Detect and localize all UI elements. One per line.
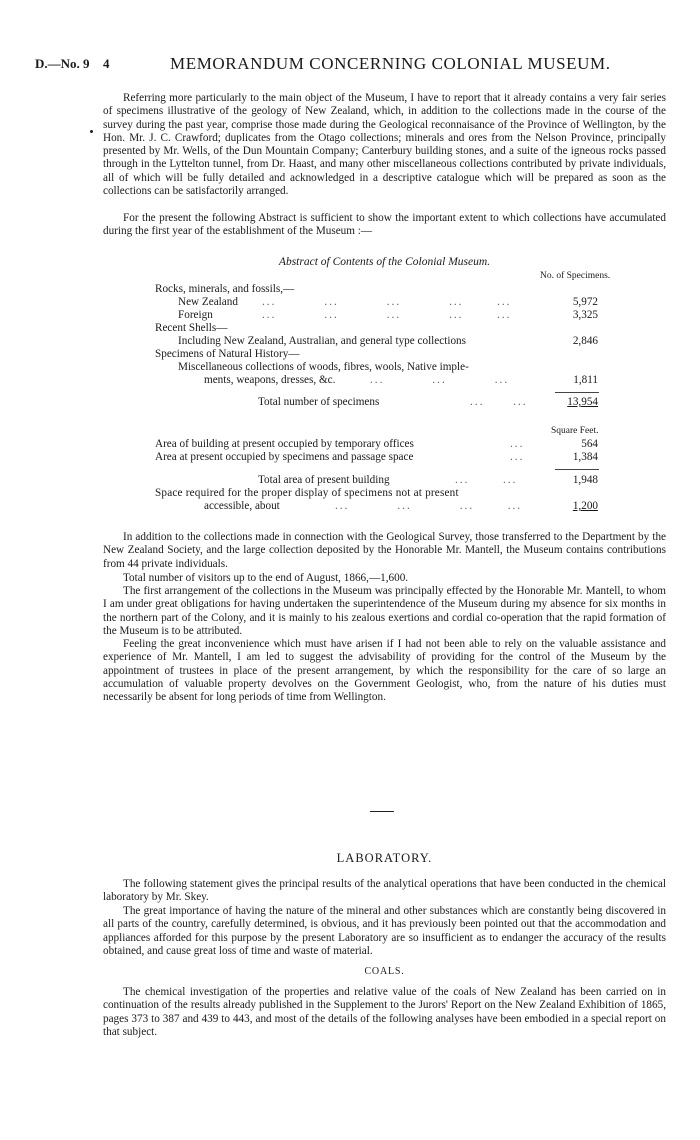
document-reference: D.—No. 9: [35, 56, 90, 71]
area-rule: [555, 469, 599, 470]
body-paragraph-arrangement: The first arrangement of the collections in the Museum was principally effected by the Honorable Mr. Mantell, to whom I am under great obligations for having undertaken the superintendence of the Museum during my absence for six months in the northern part of the Colony, and it is mainly to his zealous exertions and cordial co-operation that the rapid formation of the Museum is to be attributed.: [103, 585, 666, 637]
document-page: D.—No. 9 4 MEMORANDUM CONCERNING COLONIAL MUSEUM. Referring more particularly to the main object of the Museum, I have to report that it already contains a very fair series of specimens illustrative of the geology of New Zealand, which, in addition to the collections made in the course of the survey during the past year, comprise those made during the Geological reconnaisance of the Province of Wellington, by the Hon. Mr. J. C. Crawford; duplicates from the Otago collections; minerals and ores from the Nelson Province, principally presented by Mr. Wells, of the Dun Mountain Company; Canterbury building stones, and a suite of the igneous rocks passed through in the Lyttelton tunnel, from Dr. Haast, and many other miscellaneous collections contributed by private individuals, all of which will be fully detailed and acknowledged in a descriptive catalogue which will be prepared as soon as the collections can be satisfactorily arranged. For the present the following Abstract is sufficient to show the important extent to which collections have accumulated during the first year of the establishment of the Museum :— Abstract of Contents of the Colonial Museum. No. of Specimens. Rocks, minerals, and fossils,— New Zealand ... ... ... ... ... 5,972 Foreign ... ... ... ... ... 3,325 Recent Shells— Including New Zealand, Australian, and general type collections 2,846 Specimens of Natural History— Miscellaneous collections of woods, fibres, wools, Native imple- ments, weapons, dresses, &c. ... ... ... 1,811 Total number of specimens ... ... 13,954 Square Feet. Area of building at present occupied by temporary offices ... 564 Area at present occupied by specimens and passage space ... 1,384 Total area of present building ... ... 1,948 Space required for the proper display of specimens not at present accessible, about ... ... ... ... 1,200 In addition to the collections made in connection with the Geological Survey, those transferred to the Department by the New Zealand Society, and the large collection deposited by the Honorable Mr. Mantell, the Museum contains contributions from 44 private individuals. Total number of visitors up to the end of August, 1866,—1,600. The first arrangement of the collections in the Museum was principally effected by the Honorable Mr. Mantell, to whom I am under great obligations for having undertaken the superintendence of the Museum during my absence for six months in the northern part of the Colony, and it is mainly to his zealous exertions and cordial co-operation that the rapid formation of the Museum is to be attributed. Feeling the great inconvenience which must have arisen if I had not been able to rely on the valuable assistance and experience of Mr. Mantell, I am led to suggest the advisability of providing for the control of the Museum by the appointment of trustees in place of the present arrangement, by which the responsibility for the care of so large an accumulation of valuable property devolves on the Government Geologist, who, from the nature of his duties must necessarily be absent for long periods of time from Wellington. LABORATORY. The following statement gives the principal results of the analytical operations that have been conducted in the chemical laboratory by Mr. Skey. The great importance of having the nature of the mineral and other substances which are constantly being discovered in all parts of the country, carefully determined, is obvious, and it has previously been pointed out that the accommodation and appliances afforded for this purpose by the present Laboratory are so insufficient as to endanger the accuracy of the results obtained, and cause great loss of time and waste of material. COALS. The chemical investigation of the properties and relative value of the coals of New Zealand has been carried on in continuation of the results already published in the Supplement to the Jurors' Report on the New Zealand Exhibition of 1865, pages 373 to 387 and 439 to 443, and most of the details of the following analyses have been embodied in a special report on that subject.: [0, 0, 700, 1140]
laboratory-paragraph-2: The great importance of having the nature of the mineral and other substances which are constantly being discovered in all parts of the country, carefully determined, is obvious, and it has previously been pointed out that the accommodation and appliances afforded for this purpose by the present Laboratory are so insufficient as to endanger the accuracy of the results obtained, and cause great loss of time and waste of material.: [103, 905, 666, 957]
body-paragraph-visitors: Total number of visitors up to the end of August, 1866,—1,600.: [123, 572, 409, 584]
page-number: 4: [103, 56, 110, 71]
intro-paragraph-1: Referring more particularly to the main object of the Museum, I have to report that it already contains a very fair series of specimens illustrative of the geology of New Zealand, which, in addition to the collections made in the course of the survey during the past year, comprise those made during the Geological reconnaisance of the Province of Wellington, by the Hon. Mr. J. C. Crawford; duplicates from the Otago collections; minerals and ores from the Nelson Province, principally presented by Mr. Wells, of the Dun Mountain Company; Canterbury building stones, and a suite of the igneous rocks passed through in the Lyttelton tunnel, from Dr. Haast, and many other miscellaneous collections contributed by private individuals, all of which will be fully detailed and acknowledged in a descriptive catalogue which will be prepared as soon as the collections can be satisfactorily arranged.: [103, 92, 666, 198]
laboratory-paragraph-1: The following statement gives the principal results of the analytical operations that have been conducted in the chemical laboratory by Mr. Skey.: [103, 878, 666, 904]
intro-paragraph-2: For the present the following Abstract is sufficient to show the important extent to which collections have accumulated during the first year of the establishment of the Museum :—: [103, 212, 666, 238]
page-header: [0, 56, 700, 80]
body-paragraph-trustees: Feeling the great inconvenience which must have arisen if I had not been able to rely on the valuable assistance and experience of Mr. Mantell, I am led to suggest the advisability of providing for the control of the Museum by the appointment of trustees in place of the present arrangement, by which the responsibility for the care of so large an accumulation of valuable property devolves on the Government Geologist, who, from the nature of his duties must necessarily be absent for long periods of time from Wellington.: [103, 638, 666, 704]
margin-mark: [90, 130, 93, 133]
column-header-square-feet: Square Feet.: [551, 426, 599, 436]
page-title: MEMORANDUM CONCERNING COLONIAL MUSEUM.: [170, 54, 611, 73]
body-paragraph-contributions: In addition to the collections made in connection with the Geological Survey, those transferred to the Department by the New Zealand Society, and the large collection deposited by the Honorable Mr. Mantell, the Museum contains contributions from 44 private individuals.: [103, 531, 666, 570]
abstract-title: Abstract of Contents of the Colonial Museum.: [278, 256, 491, 268]
subtotal-rule: [555, 392, 599, 393]
column-header-specimens: No. of Specimens.: [540, 271, 611, 281]
section-divider: [370, 811, 394, 812]
coals-heading: COALS.: [364, 966, 405, 977]
laboratory-heading: LABORATORY.: [336, 851, 433, 865]
coals-paragraph-1: The chemical investigation of the properties and relative value of the coals of New Zealand has been carried on in continuation of the results already published in the Supplement to the Jurors' Report on the New Zealand Exhibition of 1865, pages 373 to 387 and 439 to 443, and most of the details of the following analyses have been embodied in a special report on that subject.: [103, 986, 666, 1038]
